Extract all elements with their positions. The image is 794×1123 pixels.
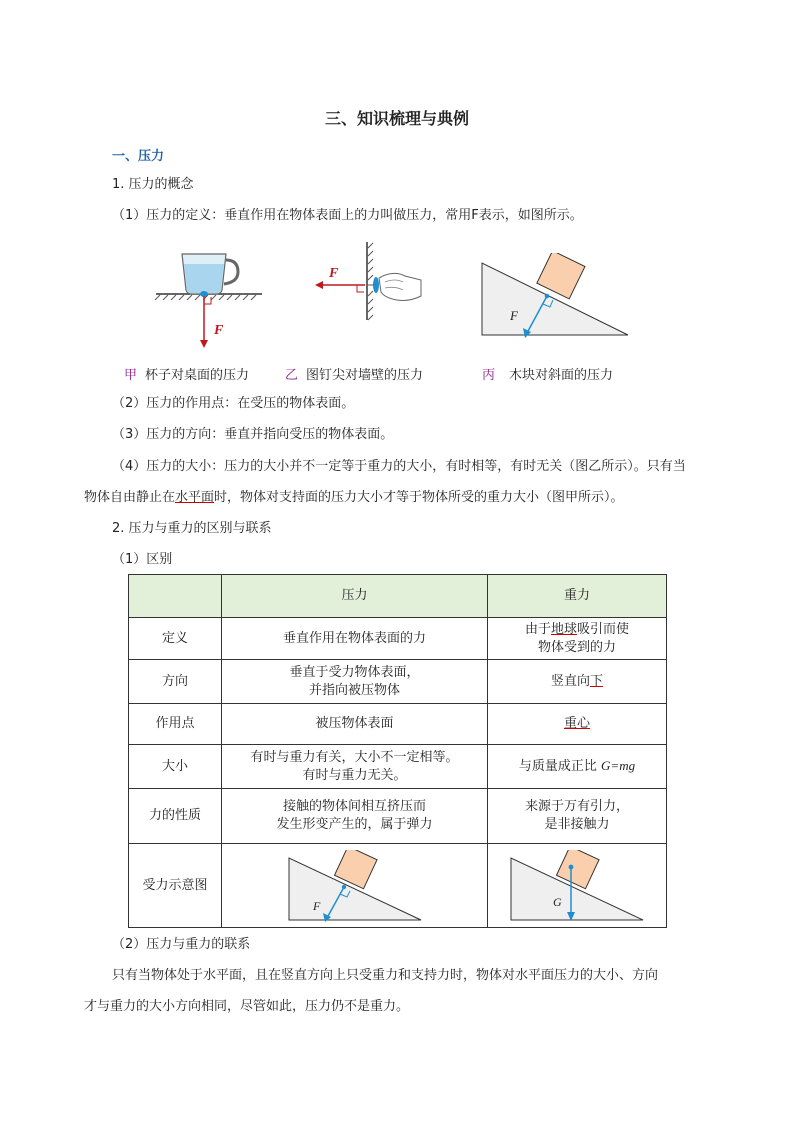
force-label: F (312, 898, 320, 913)
force-label: G (553, 894, 562, 909)
row-label: 受力示意图 (129, 844, 222, 928)
gravity-cell: 重心 (488, 704, 667, 745)
caption-slope (482, 364, 613, 383)
connection-line-1: 只有当物体处于水平面，且在竖直方向上只受重力和支持力时，物体对水平面压力的大小、方向 (112, 968, 659, 983)
table-row (129, 844, 667, 928)
point-line: （2）压力的作用点：在受压的物体表面。 (112, 396, 355, 411)
row-label: 定义 (129, 618, 222, 660)
row-label: 大小 (129, 745, 222, 789)
section-heading-pressure: 一、压力 (112, 149, 165, 164)
header-cell (129, 575, 222, 618)
table-row (129, 745, 667, 789)
caption-mark: 甲 (124, 368, 138, 383)
slope-figure (478, 253, 633, 338)
text: 时，物体对支持面的压力大小才等于物体所受的重力大小（图甲所示）。 (214, 490, 624, 505)
caption-text: 木块对斜面的压力 (509, 368, 614, 383)
gravity-cell: 竖直向下 (488, 660, 667, 704)
cup-figure (150, 240, 270, 350)
caption-text: 杯子对桌面的压力 (145, 368, 250, 383)
header-cell: 重力 (488, 575, 667, 618)
size-line-1: （4）压力的大小：压力的大小并不一定等于重力的大小，有时相等，有时无关（图乙所示）。只有当 (112, 459, 686, 474)
sub-difference: （1）区别 (112, 552, 173, 567)
gravity-cell: 由于地球吸引而使 物体受到的力 (488, 618, 667, 660)
page-title: 三、知识梳理与典例 (324, 109, 469, 128)
row-label: 力的性质 (129, 789, 222, 844)
pressure-cell: 有时与重力有关，大小不一定相等。 有时与重力无关。 (222, 745, 488, 789)
pressure-cell: 接触的物体间相互挤压而 发生形变产生的，属于弹力 (222, 789, 488, 844)
table-row (129, 618, 667, 660)
row-label: 方向 (129, 660, 222, 704)
pressure-diagram-cell (222, 844, 488, 928)
force-label: F (214, 323, 224, 338)
pressure-cell: 垂直于受力物体表面， 并指向被压物体 (222, 660, 488, 704)
comparison-table (128, 574, 667, 928)
table-header-row (129, 575, 667, 618)
gravity-diagram (507, 850, 647, 922)
underlined-text: 水平面 (175, 490, 215, 505)
table-row (129, 789, 667, 844)
caption-cup (124, 364, 249, 383)
text: 物体自由静止在 (84, 490, 176, 505)
caption-thumbtack (285, 364, 423, 383)
size-line-2 (84, 489, 624, 507)
direction-line: （3）压力的方向：垂直并指向受压的物体表面。 (112, 427, 394, 442)
thumbtack-figure (305, 240, 430, 325)
caption-text: 图钉尖对墙壁的压力 (306, 368, 424, 383)
pressure-cell: 垂直作用在物体表面的力 (222, 618, 488, 660)
table-row (129, 704, 667, 745)
pressure-cell: 被压物体表面 (222, 704, 488, 745)
sub-connection: （2）压力与重力的联系 (112, 937, 251, 952)
force-label: F (510, 308, 518, 323)
gravity-cell: 与质量成正比 G=mg (488, 745, 667, 789)
item-comparison: 2. 压力与重力的区别与联系 (112, 521, 272, 536)
item-concept: 1. 压力的概念 (112, 177, 194, 192)
force-label: F (329, 266, 339, 281)
row-label: 作用点 (129, 704, 222, 745)
header-cell: 压力 (222, 575, 488, 618)
connection-line-2: 才与重力的大小方向相同，尽管如此，压力仍不是重力。 (84, 999, 410, 1014)
gravity-diagram-cell (488, 844, 667, 928)
table-row (129, 660, 667, 704)
gravity-cell: 来源于万有引力， 是非接触力 (488, 789, 667, 844)
definition-line: （1）压力的定义：垂直作用在物体表面上的力叫做压力，常用F表示，如图所示。 (112, 208, 583, 223)
caption-mark: 丙 (482, 368, 496, 383)
pressure-diagram (285, 850, 425, 922)
caption-mark: 乙 (285, 368, 299, 383)
